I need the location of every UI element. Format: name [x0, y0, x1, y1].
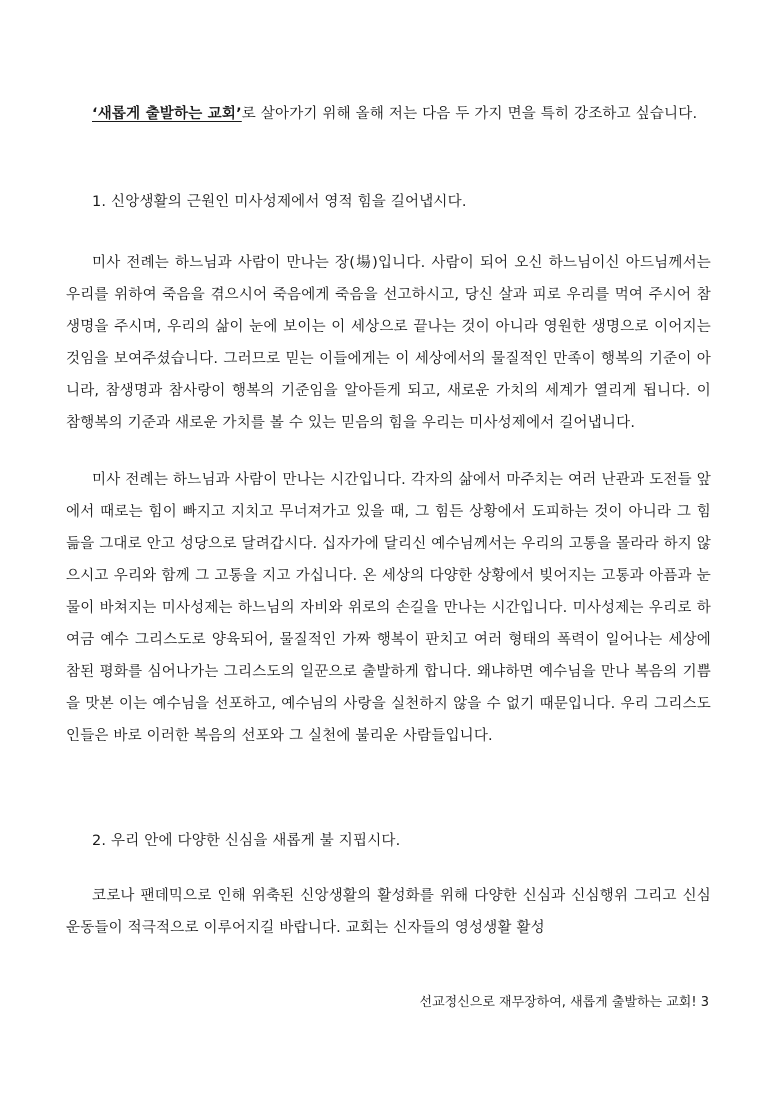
- section2-heading: 2. 우리 안에 다양한 신심을 새롭게 불 지핍시다.: [92, 833, 401, 849]
- section1-paragraph-2: 미사 전례는 하느님과 사람이 만나는 시간입니다. 각자의 삶에서 마주치는 여러 난관과 도전들 앞에서 때로는 힘이 빠지고 지치고 무너져가고 있을 때, 그 힘든 상황에서 도피하는 것이 아니라 그 힘듦을 그대로 안고 성당으로 달려갑시다. 십자가에 달리신 예수님께서는 우리의 고통을 몰라라 하지 않으시고 우리와 함께 그 고통을 지고 가십니다. 온 세상의 다양한 상황에서 빚어지는 고통과 아픔과 눈물이 바쳐지는 미사성제는 하느님의 자비와 위로의 손길을 만나는 시간입니다. 미사성제는 우리로 하여금 예수 그리스도로 양육되어, 물질적인 가짜 행복이 판치고 여러 형태의 폭력이 일어나는 세상에 참된 평화를 심어나가는 그리스도의 일꾼으로 출발하게 합니다. 왜냐하면 예수님을 만나 복음의 기쁨을 맛본 이는 예수님을 선포하고, 예수님의 사랑을 실천하지 않을 수 없기 때문입니다. 우리 그리스도인들은 바로 이러한 복음의 선포와 그 실천에 불리운 사람들입니다.: [66, 472, 712, 744]
- page-number: 3: [700, 995, 709, 1010]
- intro-paragraph: [66, 98, 711, 130]
- section2-paragraph-1: 코로나 팬데믹으로 인해 위축된 신앙생활의 활성화를 위해 다양한 신심과 신심행위 그리고 신심운동들이 적극적으로 이루어지길 바랍니다. 교회는 신자들의 영성생활 활성: [66, 888, 711, 936]
- intro-text: 로 살아가기 위해 올해 저는 다음 두 가지 면을 특히 강조하고 싶습니다.: [241, 106, 698, 122]
- section1-heading: 1. 신앙생활의 근원인 미사성제에서 영적 힘을 길어냅시다.: [92, 194, 467, 210]
- intro-emphasis: ‘새롭게 출발하는 교회’: [92, 106, 242, 122]
- section1-paragraph-1: 미사 전례는 하느님과 사람이 만나는 장(場)입니다. 사람이 되어 오신 하느님이신 아드님께서는 우리를 위하여 죽음을 겪으시어 죽음에게 죽음을 선고하시고, 당신 살과 피로 우리를 먹여 주시어 참생명을 주시며, 우리의 삶이 눈에 보이는 이 세상으로 끝나는 것이 아니라 영원한 생명으로 이어지는 것임을 보여주셨습니다. 그러므로 믿는 이들에게는 이 세상에서의 물질적인 만족이 행복의 기준이 아니라, 참생명과 참사랑이 행복의 기준임을 알아듣게 되고, 새로운 가치의 세계가 열리게 됩니다. 이 참행복의 기준과 새로운 가치를 볼 수 있는 믿음의 힘을 우리는 미사성제에서 길어냅니다.: [66, 255, 711, 431]
- page-footer: [420, 993, 709, 1013]
- footer-text: 선교정신으로 재무장하여, 새롭게 출발하는 교회!: [419, 995, 697, 1010]
